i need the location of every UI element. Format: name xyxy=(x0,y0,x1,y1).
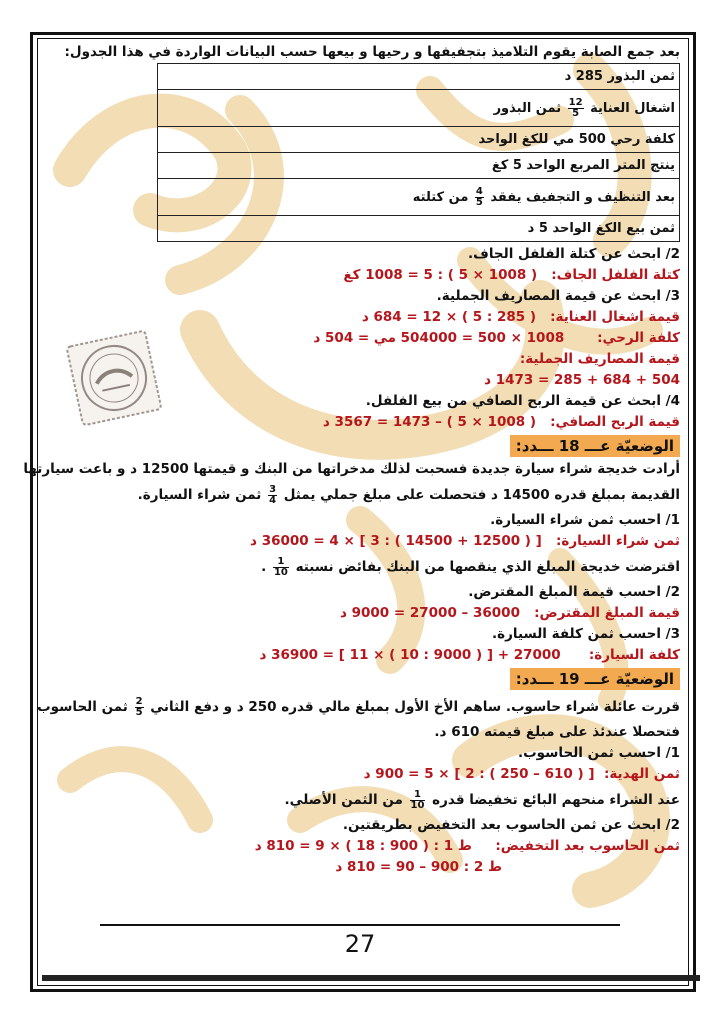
fraction xyxy=(135,697,144,718)
table-cell xyxy=(158,90,680,127)
question-4: 4/ ابحث عن قيمة الربح الصافي من بيع الفلفل. xyxy=(365,393,680,409)
section-18-text-3 xyxy=(44,552,680,582)
answer-label: كتلة الفلفل الجاف: xyxy=(551,267,680,283)
answer-3a xyxy=(44,307,680,328)
section-18-question-3: 3/ احسب ثمن كلفة السيارة. xyxy=(492,626,680,642)
cell-text: اشغال العناية xyxy=(590,100,675,116)
answer-label: كلفة الرحي: xyxy=(597,330,680,346)
section-18-answer-3 xyxy=(44,645,680,666)
fraction-denominator: 5 xyxy=(572,107,580,119)
answer-value: 27000 + [ ( 9000 : 10 ) × 11 ] = 36900 د xyxy=(259,647,561,663)
table-row xyxy=(158,64,680,90)
question-3: 3/ ابحث عن قيمة المصاريف الجملية. xyxy=(436,288,680,304)
section-19-answer-2-m2 xyxy=(44,857,680,878)
answer-value: ( 285 : 5 ) × 12 = 684 د xyxy=(361,309,537,325)
cell-text: ثمن البذور xyxy=(493,100,562,116)
fraction-numerator: 4 xyxy=(475,185,483,197)
table-cell: ثمن البذور 285 د xyxy=(158,64,680,90)
page-content xyxy=(23,42,680,878)
table-cell: ينتج المتر المربع الواحد 5 كغ xyxy=(158,153,680,179)
fraction xyxy=(268,485,277,506)
cell-text: بعد التنظيف و التجفيف يفقد xyxy=(490,189,675,205)
section-19-text-1 xyxy=(37,692,680,722)
section-18-heading: الوضعيّة عـــ 18 ـــدد: xyxy=(510,435,680,457)
answer-value: ط 1 : ( 900 : 18 ) × 9 = 810 د xyxy=(254,838,472,854)
fraction-numerator: 2 xyxy=(135,695,143,707)
answer-value: [ ( 610 – 250 ) : 2 ] × 5 = 900 د xyxy=(363,766,595,782)
section-18-answer-2 xyxy=(44,603,680,624)
answer-label: قيمة اشغال العناية: xyxy=(550,309,680,325)
answer-label: كلفة السيارة: xyxy=(588,647,680,663)
answer-3c-label xyxy=(44,349,680,370)
answer-3c-value xyxy=(44,370,680,391)
text: عند الشراء منحهم البائع تخفيضا قدره xyxy=(432,792,680,808)
table-row xyxy=(158,127,680,153)
fraction-numerator: 1 xyxy=(410,790,426,801)
section-19 xyxy=(37,666,680,878)
fraction-denominator: 10 xyxy=(273,566,288,578)
footer-rule xyxy=(100,924,620,926)
answer-label: ثمن شراء السيارة: xyxy=(555,533,680,549)
section-19-text-2: فتحصلا عندئذ على مبلغ قيمته 610 د. xyxy=(434,724,680,740)
fraction-numerator: 3 xyxy=(269,483,277,495)
table-row xyxy=(158,216,680,242)
answer-4 xyxy=(44,412,680,433)
table-cell: كلفة رحي 500 مي للكغ الواحد xyxy=(158,127,680,153)
section-19-question-1: 1/ احسب ثمن الحاسوب. xyxy=(517,745,680,761)
text: ثمن الحاسوب xyxy=(37,699,128,715)
answer-value: ( 1008 × 5 ) : 5 = 1008 كغ xyxy=(343,267,538,283)
fraction xyxy=(568,98,584,119)
section-19-question-2: 2/ ابحث عن ثمن الحاسوب بعد التخفيض بطريقتين. xyxy=(342,817,680,833)
table-row xyxy=(158,90,680,127)
data-table xyxy=(157,63,680,242)
answer-2 xyxy=(44,265,680,286)
section-19-heading: الوضعيّة عـــ 19 ـــدد: xyxy=(510,668,680,690)
intro-text: بعد جمع الصابة يقوم التلاميذ بتجفيفها و رحيها و بيعها حسب البيانات الواردة في هذا الجدول: xyxy=(64,44,680,60)
answer-value: 1008 × 500 = 504000 مي = 504 د xyxy=(313,330,565,346)
answer-label: قيمة المصاريف الجملية: xyxy=(519,351,680,367)
table-cell: ثمن بيع الكغ الواحد 5 د xyxy=(158,216,680,242)
fraction xyxy=(410,790,426,811)
answer-label: قيمة المبلغ المقترض: xyxy=(534,605,680,621)
answer-label: قيمة الربح الصافي: xyxy=(550,414,680,430)
section-19-answer-2-m1 xyxy=(44,836,680,857)
fraction-denominator: 5 xyxy=(135,706,143,718)
section-18-question-2: 2/ احسب قيمة المبلغ المقترض. xyxy=(468,584,680,600)
fraction xyxy=(273,557,289,578)
section-18-text-2 xyxy=(44,480,680,510)
answer-value: ط 2 : 900 – 90 = 810 د xyxy=(335,859,502,875)
page-bottom-shadow xyxy=(42,975,700,981)
page-number: 27 xyxy=(344,930,376,958)
fraction-numerator: 1 xyxy=(273,557,289,568)
answer-value: 36000 – 27000 = 9000 د xyxy=(339,605,520,621)
answer-value: ( 1008 × 5 ) – 1473 = 3567 د xyxy=(322,414,537,430)
section-19-text-3 xyxy=(44,785,680,815)
fraction-denominator: 10 xyxy=(410,799,425,811)
section-19-answer-1 xyxy=(44,764,680,785)
section-18-text-1: أرادت خديجة شراء سيارة جديدة فسحبت لذلك مدخراتها من البنك و قيمتها 12500 د و باعت سيارتها xyxy=(23,461,680,477)
answer-3b xyxy=(44,328,680,349)
text: . xyxy=(261,559,267,575)
answer-label: ثمن الهدية: xyxy=(603,766,680,782)
text: قررت عائلة شراء حاسوب. ساهم الأخ الأول بمبلغ مالي قدره 250 د و دفع الثاني xyxy=(150,699,680,715)
cell-text: من كتلته xyxy=(412,189,469,205)
answer-value: [ ( 12500 + 14500 ) : 3 ] × 4 = 36000 د xyxy=(250,533,542,549)
table-row xyxy=(158,153,680,179)
fraction xyxy=(475,187,484,208)
text: ثمن شراء السيارة. xyxy=(137,487,262,503)
answer-label: ثمن الحاسوب بعد التخفيض: xyxy=(495,838,680,854)
answer-value: 504 + 684 + 285 = 1473 د xyxy=(484,372,680,388)
section-18-question-1: 1/ احسب ثمن شراء السيارة. xyxy=(490,512,680,528)
text: القديمة بمبلغ قدره 14500 د فتحصلت على مبلغ جملي يمثل xyxy=(283,487,680,503)
text: اقترضت خديجة المبلغ الذي ينقصها من البنك بفائض نسبته xyxy=(295,559,680,575)
section-18 xyxy=(23,433,680,666)
fraction-numerator: 12 xyxy=(568,96,583,108)
table-cell xyxy=(158,179,680,216)
question-2: 2/ ابحث عن كتلة الفلفل الجاف. xyxy=(468,246,680,262)
fraction-denominator: 4 xyxy=(269,494,277,506)
table-row xyxy=(158,179,680,216)
text: من الثمن الأصلي. xyxy=(284,792,403,808)
section-18-answer-1 xyxy=(44,531,680,552)
fraction-denominator: 5 xyxy=(475,196,483,208)
